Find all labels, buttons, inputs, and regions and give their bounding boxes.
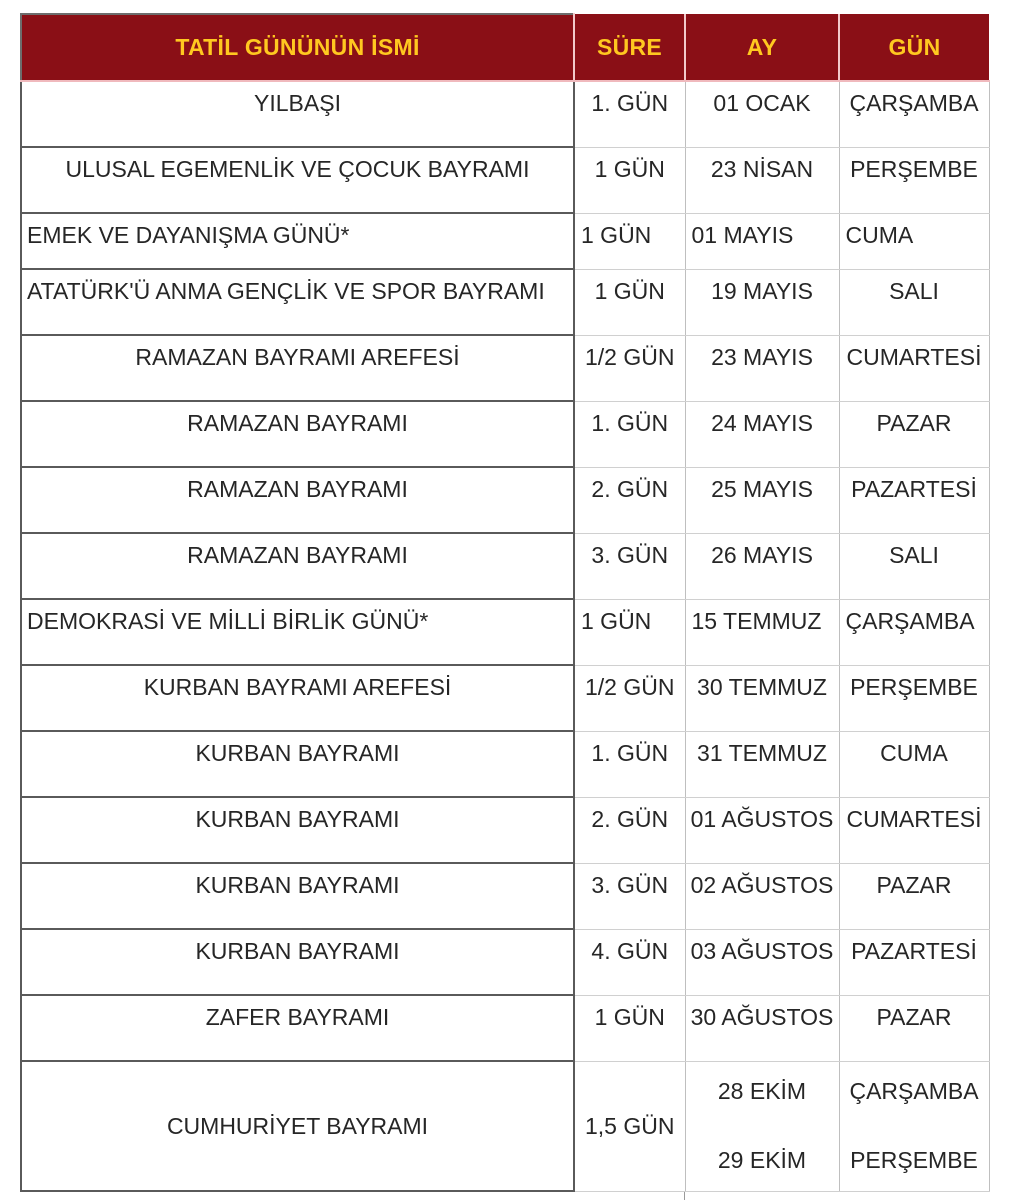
holiday-table [20, 13, 990, 1192]
cell-day [839, 1061, 989, 1191]
column-header-gun: GÜN [839, 14, 989, 81]
cell-holiday-name: DEMOKRASİ VE MİLLİ BİRLİK GÜNÜ* [21, 599, 574, 665]
cell-duration: 3. GÜN [574, 863, 685, 929]
cell-day: SALI [839, 269, 989, 335]
cell-day: PAZARTESİ [839, 929, 989, 995]
cell-month-line-2: 29 EKİM [717, 1146, 807, 1173]
table-row [21, 335, 989, 401]
cell-month: 24 MAYIS [685, 401, 839, 467]
cell-holiday-name: ULUSAL EGEMENLİK VE ÇOCUK BAYRAMI [21, 147, 574, 213]
table-row [21, 797, 989, 863]
cell-holiday-name: ZAFER BAYRAMI [21, 995, 574, 1061]
column-header-ay: AY [685, 14, 839, 81]
cell-holiday-name: EMEK VE DAYANIŞMA GÜNÜ* [21, 213, 574, 269]
table-row [21, 929, 989, 995]
cell-month-line-1: 28 EKİM [717, 1077, 807, 1104]
cell-day-line-1: ÇARŞAMBA [849, 1077, 979, 1104]
table-row [21, 731, 989, 797]
cell-month: 31 TEMMUZ [685, 731, 839, 797]
cell-duration: 2. GÜN [574, 467, 685, 533]
table-row [21, 995, 989, 1061]
cell-month: 01 OCAK [685, 81, 839, 147]
cell-day: PAZAR [839, 401, 989, 467]
cell-holiday-name: KURBAN BAYRAMI [21, 731, 574, 797]
column-header-sure: SÜRE [574, 14, 685, 81]
cell-duration: 1. GÜN [574, 401, 685, 467]
table-row [21, 147, 989, 213]
cell-holiday-name: RAMAZAN BAYRAMI [21, 467, 574, 533]
cell-day: PAZAR [839, 995, 989, 1061]
cell-month: 23 NİSAN [685, 147, 839, 213]
cell-duration: 1 GÜN [574, 995, 685, 1061]
table-row [21, 665, 989, 731]
cell-duration: 1/2 GÜN [574, 665, 685, 731]
cell-duration: 1 GÜN [574, 599, 685, 665]
cell-holiday-name: ATATÜRK'Ü ANMA GENÇLİK VE SPOR BAYRAMI [21, 269, 574, 335]
cell-day: CUMA [839, 213, 989, 269]
cell-duration: 3. GÜN [574, 533, 685, 599]
cell-month: 26 MAYIS [685, 533, 839, 599]
cell-day: ÇARŞAMBA [839, 599, 989, 665]
table-row [21, 213, 989, 269]
cell-duration: 1. GÜN [574, 81, 685, 147]
cell-month: 19 MAYIS [685, 269, 839, 335]
cell-day: CUMARTESİ [839, 797, 989, 863]
cell-holiday-name: YILBAŞI [21, 81, 574, 147]
cell-day: PERŞEMBE [839, 665, 989, 731]
table-header [21, 14, 989, 81]
cell-holiday-name: KURBAN BAYRAMI [21, 863, 574, 929]
cell-day: CUMARTESİ [839, 335, 989, 401]
cell-duration: 1. GÜN [574, 731, 685, 797]
cell-month: 30 TEMMUZ [685, 665, 839, 731]
table-body [21, 81, 989, 1191]
cell-duration: 1/2 GÜN [574, 335, 685, 401]
table-row [21, 863, 989, 929]
cell-month: 23 MAYIS [685, 335, 839, 401]
cell-duration: 1 GÜN [574, 213, 685, 269]
cell-month [685, 1061, 839, 1191]
table-row [21, 401, 989, 467]
cell-duration: 1 GÜN [574, 147, 685, 213]
cell-holiday-name: RAMAZAN BAYRAMI AREFESİ [21, 335, 574, 401]
table-row [21, 533, 989, 599]
cell-duration: 1,5 GÜN [574, 1061, 685, 1191]
cell-day-line-2: PERŞEMBE [850, 1146, 978, 1173]
cell-duration: 4. GÜN [574, 929, 685, 995]
cell-holiday-name: RAMAZAN BAYRAMI [21, 401, 574, 467]
cell-month: 25 MAYIS [685, 467, 839, 533]
cell-holiday-name: CUMHURİYET BAYRAMI [21, 1061, 574, 1191]
cell-month: 02 AĞUSTOS [685, 863, 839, 929]
cell-holiday-name: KURBAN BAYRAMI AREFESİ [21, 665, 574, 731]
table-row [21, 467, 989, 533]
cell-month: 03 AĞUSTOS [685, 929, 839, 995]
table-row [21, 1061, 989, 1191]
cell-day: SALI [839, 533, 989, 599]
cell-duration: 1 GÜN [574, 269, 685, 335]
cell-day: ÇARŞAMBA [839, 81, 989, 147]
table-row [21, 81, 989, 147]
cell-day: PAZAR [839, 863, 989, 929]
table-row [21, 269, 989, 335]
table-row [21, 599, 989, 665]
cell-day: PAZARTESİ [839, 467, 989, 533]
cell-day: PERŞEMBE [839, 147, 989, 213]
cell-day: CUMA [839, 731, 989, 797]
cell-holiday-name: KURBAN BAYRAMI [21, 929, 574, 995]
cell-month: 30 AĞUSTOS [685, 995, 839, 1061]
cell-month: 15 TEMMUZ [685, 599, 839, 665]
header-row [21, 14, 989, 81]
cell-holiday-name: KURBAN BAYRAMI [21, 797, 574, 863]
cell-holiday-name: RAMAZAN BAYRAMI [21, 533, 574, 599]
column-header-name: TATİL GÜNÜNÜN İSMİ [21, 14, 574, 81]
cell-duration: 2. GÜN [574, 797, 685, 863]
cell-month: 01 MAYIS [685, 213, 839, 269]
bottom-edge-tick [684, 1192, 685, 1200]
cell-month: 01 AĞUSTOS [685, 797, 839, 863]
